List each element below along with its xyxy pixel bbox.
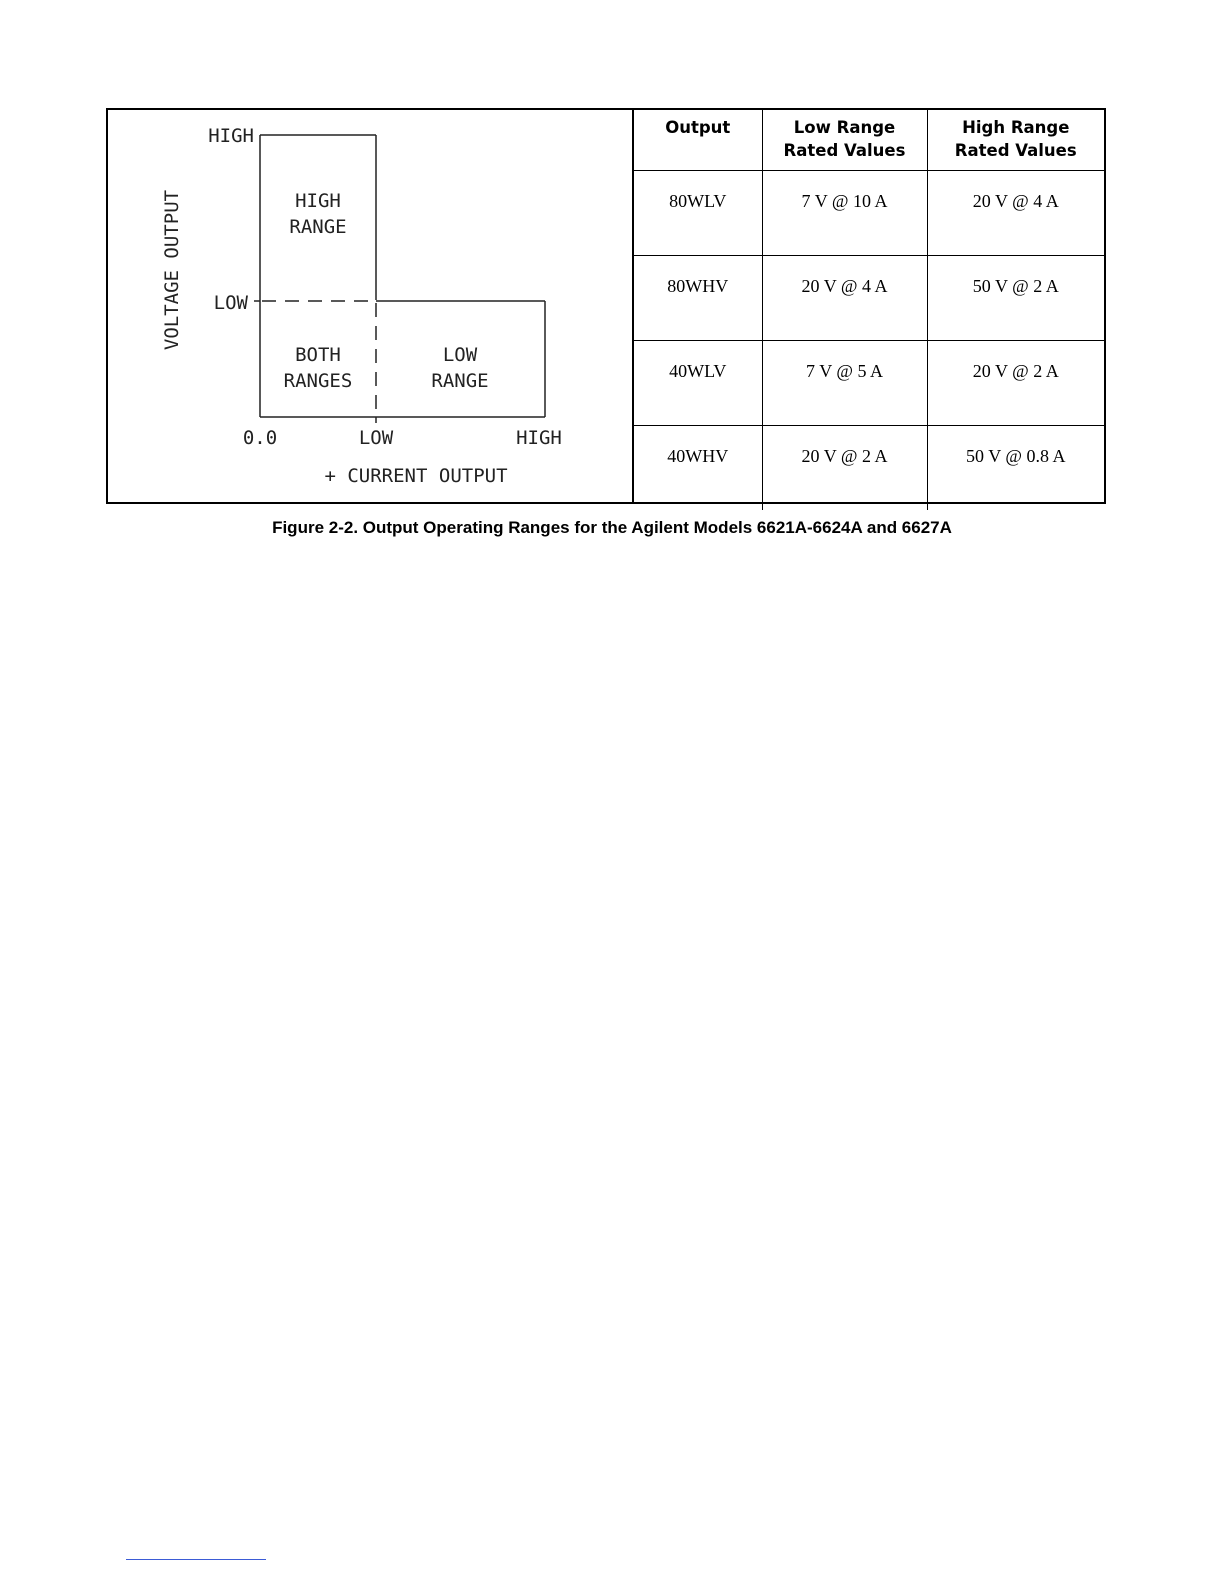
- header-high-line1: High Range: [962, 118, 1070, 137]
- cell-high-range: 20 V @ 2 A: [927, 340, 1104, 425]
- y-axis-title: VOLTAGE OUTPUT: [161, 189, 183, 351]
- cell-output: 40WHV: [634, 425, 762, 510]
- y-tick-high: HIGH: [208, 125, 254, 147]
- header-high-line2: Rated Values: [954, 141, 1077, 160]
- cell-high-range: 50 V @ 0.8 A: [966, 445, 1066, 466]
- x-axis-title: + CURRENT OUTPUT: [324, 465, 508, 487]
- operating-range-diagram: [108, 110, 634, 502]
- high-range-label-line1: HIGH: [295, 190, 341, 212]
- header-low-range: [762, 110, 927, 170]
- table-row: [634, 340, 1104, 425]
- cell-high-range: 50 V @ 2 A: [927, 255, 1104, 340]
- x-tick-low: LOW: [358, 427, 394, 449]
- figure-frame: [106, 108, 1106, 504]
- header-low-line1: Low Range: [793, 118, 896, 137]
- table-row: [634, 170, 1104, 255]
- figure-caption: Figure 2-2. Output Operating Ranges for the Agilent Models 6621A-6624A and 6627A: [272, 518, 952, 537]
- y-tick-low: LOW: [213, 292, 248, 314]
- header-output-label: Output: [665, 118, 731, 137]
- cell-low-range: 20 V @ 4 A: [762, 255, 927, 340]
- header-high-range: [927, 110, 1104, 170]
- table-header-row: [634, 110, 1104, 170]
- x-tick-zero: 0.0: [242, 427, 278, 449]
- cell-low-range: 7 V @ 5 A: [762, 340, 927, 425]
- x-tick-high: HIGH: [516, 427, 562, 449]
- cell-low-range: 20 V @ 2 A: [762, 425, 927, 510]
- cell-low-range: 7 V @ 10 A: [762, 170, 927, 255]
- cell-high-range: 20 V @ 4 A: [927, 170, 1104, 255]
- header-output: [634, 110, 762, 170]
- footnote-divider: [126, 1559, 266, 1560]
- both-ranges-label-line2: RANGES: [283, 370, 353, 392]
- cell-output: 80WLV: [634, 170, 762, 255]
- rated-values-table: [634, 110, 1104, 510]
- low-range-label-line1: LOW: [442, 344, 478, 366]
- high-range-label-line2: RANGE: [289, 216, 347, 238]
- both-ranges-label-line1: BOTH: [295, 344, 341, 366]
- cell-output: 80WHV: [634, 255, 762, 340]
- table-row: [634, 425, 1104, 510]
- low-range-label-line2: RANGE: [431, 370, 489, 392]
- table-row: [634, 255, 1104, 340]
- range-plot: [108, 110, 632, 502]
- header-low-line2: Rated Values: [783, 141, 906, 160]
- cell-output: 40WLV: [634, 340, 762, 425]
